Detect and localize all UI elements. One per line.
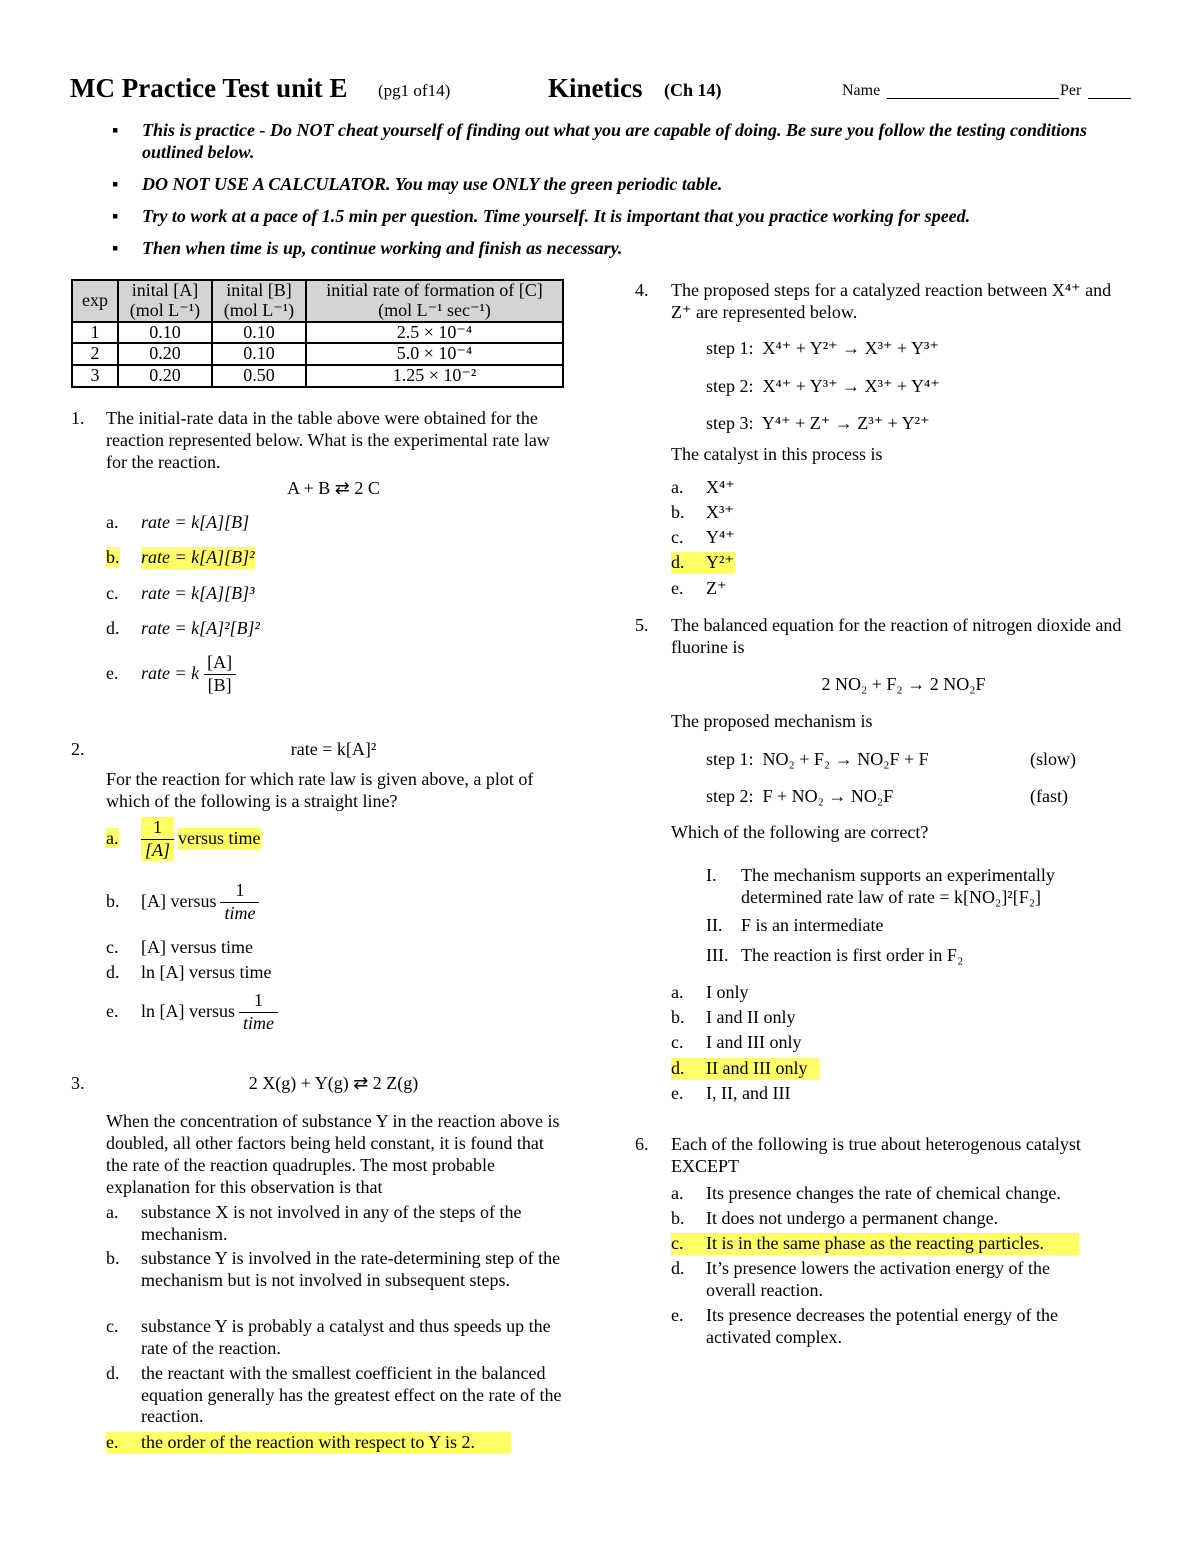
option-text: the order of the reaction with respect to Y is 2.: [141, 1432, 476, 1452]
option-text: I and III only: [706, 1032, 802, 1052]
table-cell: 2: [72, 343, 118, 365]
option-letter: e.: [106, 663, 119, 684]
instruction-item: ▪ This is practice - Do NOT cheat yourself of finding out what you are capable of doing. Be sure you follow the testing conditions outlined below.: [112, 120, 1088, 162]
option-text: rate = k[A][B]³: [141, 583, 255, 603]
question-number: 4.: [635, 280, 649, 300]
option-text: rate = k[A]²[B]²: [141, 618, 260, 638]
option-text: Y²⁺: [706, 552, 734, 572]
option-text: X⁴⁺: [706, 477, 735, 497]
question-number: 1.: [71, 408, 85, 428]
table-header-a: inital [A] (mol L⁻¹): [118, 280, 212, 322]
option-text: [A] versus: [141, 891, 217, 912]
option-letter: a.: [671, 477, 684, 497]
option-text: substance Y is probably a catalyst and thus speeds up the rate of the reaction.: [141, 1316, 551, 1358]
q1-option-b[interactable]: [106, 547, 255, 569]
option-letter: e.: [106, 1001, 119, 1022]
page-indicator: (pg1 of14): [378, 81, 451, 100]
option-text: versus time: [178, 828, 261, 849]
question-4-text: The proposed steps for a catalyzed reaction between X⁴⁺ and Z⁺ are represented below.: [671, 280, 1112, 322]
option-text: Its presence decreases the potential energy of the activated complex.: [706, 1305, 1059, 1347]
option-letter: a.: [106, 828, 119, 849]
option-text: substance X is not involved in any of the steps of the mechanism.: [141, 1202, 522, 1244]
option-text: rate = k: [141, 663, 200, 684]
page-header: [70, 72, 1135, 106]
q5-statement-3: III. The reaction is first order in F₂: [706, 945, 964, 965]
q1-option-a[interactable]: [106, 512, 249, 534]
option-text: rate = k[A][B]²: [141, 547, 255, 567]
option-text: Y⁴⁺: [706, 527, 735, 547]
q5-step-1: step 1: NO₂ + F₂ → NO₂F + F: [706, 749, 929, 769]
per-label: Per: [1060, 82, 1082, 99]
test-title: MC Practice Test unit E: [70, 73, 348, 103]
name-blank[interactable]: [887, 82, 1059, 99]
option-letter: d.: [671, 1058, 685, 1078]
option-letter: e.: [671, 1083, 684, 1103]
table-cell: 0.10: [212, 322, 306, 344]
option-letter: a.: [671, 1183, 684, 1203]
instruction-item: ▪ DO NOT USE A CALCULATOR. You may use ONLY the green periodic table.: [112, 173, 723, 194]
q4-option-e[interactable]: [671, 578, 727, 600]
option-text: [A] versus time: [141, 937, 253, 957]
chapter-label: (Ch 14): [664, 80, 722, 100]
table-cell: 1.25 × 10⁻²: [306, 365, 563, 387]
option-text: Z⁺: [706, 578, 727, 598]
fraction: $\frac{1}{\text{time}}$: [220, 880, 259, 924]
bullet-icon: ▪: [112, 237, 119, 258]
q5-step-2: step 2: F + NO₂ → NO₂F: [706, 786, 894, 806]
question-3-text: When the concentration of substance Y in the reaction above is doubled, all other factors being held constant, it is found that the rate of the reaction quadruples. The most probable explanation for this observation is that: [106, 1111, 560, 1197]
q5-step-2-speed: (fast): [1030, 786, 1068, 806]
instruction-item: ▪ Try to work at a pace of 1.5 min per question. Time yourself. It is important that you practice working for speed.: [112, 205, 971, 226]
q4-option-a[interactable]: [671, 477, 735, 499]
option-text: ln [A] versus time: [141, 962, 272, 982]
q3-option-c[interactable]: [106, 1316, 561, 1359]
q5-statement-1: I. The mechanism supports an experimentally determined rate law of rate = k[NO₂]²[F₂]: [706, 865, 1055, 907]
q5-option-b[interactable]: [671, 1007, 795, 1029]
table-cell: 5.0 × 10⁻⁴: [306, 343, 563, 365]
option-text: It does not undergo a permanent change.: [706, 1208, 999, 1228]
question-number: 3.: [71, 1073, 85, 1093]
q4-prompt: The catalyst in this process is: [671, 444, 883, 464]
fraction: $\frac{[A]}{[B]}$: [203, 652, 236, 696]
table-row: [72, 365, 563, 387]
table-cell: 0.20: [118, 343, 212, 365]
table-header-b: inital [B] (mol L⁻¹): [212, 280, 306, 322]
q6-option-b[interactable]: [671, 1208, 998, 1230]
q2-option-c[interactable]: [106, 937, 253, 959]
question-5-text: The balanced equation for the reaction of nitrogen dioxide and fluorine is: [671, 615, 1122, 657]
q5-mechanism-label: The proposed mechanism is: [671, 711, 873, 731]
option-letter: c.: [671, 527, 684, 547]
q3-option-a[interactable]: [106, 1202, 561, 1245]
table-header-rate: initial rate of formation of [C] (mol L⁻¹ sec⁻¹): [306, 280, 563, 322]
option-letter: e.: [671, 1305, 684, 1325]
q6-option-a[interactable]: [671, 1183, 1061, 1205]
bullet-icon: ▪: [112, 173, 119, 194]
table-cell: 2.5 × 10⁻⁴: [306, 322, 563, 344]
q2-option-b[interactable]: [106, 880, 263, 924]
q5-option-a[interactable]: [671, 982, 749, 1004]
q4-option-c[interactable]: [671, 527, 735, 549]
option-letter: e.: [106, 1432, 119, 1452]
option-text: X³⁺: [706, 502, 734, 522]
option-text: substance Y is involved in the rate-determining step of the mechanism but is not involved in subsequent steps.: [141, 1248, 561, 1290]
q3-option-b[interactable]: [106, 1248, 561, 1291]
q6-option-e[interactable]: [671, 1305, 1101, 1348]
option-letter: c.: [671, 1233, 684, 1253]
option-letter: c.: [106, 583, 119, 603]
q1-option-e[interactable]: [106, 652, 240, 696]
option-letter: d.: [106, 618, 120, 638]
question-3-equation: 2 X(g) + Y(g) ⇄ 2 Z(g): [248, 1073, 419, 1093]
question-1-text: The initial-rate data in the table above were obtained for the reaction represented below. What is the experimental rate law for the reaction.: [106, 408, 550, 472]
option-letter: d.: [106, 962, 120, 982]
option-letter: b.: [671, 502, 685, 522]
table-cell: 0.10: [212, 343, 306, 365]
option-text: I only: [706, 982, 749, 1002]
q5-prompt: Which of the following are correct?: [671, 822, 929, 842]
question-1-equation: A + B ⇄ 2 C: [287, 478, 380, 498]
option-letter: c.: [671, 1032, 684, 1052]
option-letter: a.: [106, 1202, 119, 1222]
q1-option-d[interactable]: [106, 618, 260, 640]
fraction: $\frac{1}{\text{time}}$: [239, 990, 278, 1034]
option-text: I and II only: [706, 1007, 796, 1027]
option-letter: e.: [671, 578, 684, 598]
q4-step-1: step 1: X⁴⁺ + Y²⁺ → X³⁺ + Y³⁺: [706, 338, 939, 358]
table-row: [72, 343, 563, 365]
option-letter: b.: [106, 1248, 120, 1268]
q4-step-2: step 2: X⁴⁺ + Y³⁺ → X³⁺ + Y⁴⁺: [706, 376, 940, 396]
table-row: [72, 322, 563, 344]
q4-step-3: step 3: Y⁴⁺ + Z⁺ → Z³⁺ + Y²⁺: [706, 413, 930, 433]
question-6-text: Each of the following is true about heterogenous catalyst EXCEPT: [671, 1134, 1081, 1176]
option-text: ln [A] versus: [141, 1001, 235, 1022]
subject-title: Kinetics: [548, 73, 643, 103]
question-number: 6.: [635, 1134, 649, 1154]
question-2-text: For the reaction for which rate law is given above, a plot of which of the following is a straight line?: [106, 769, 534, 811]
table-header-row: [72, 280, 563, 322]
q4-option-b[interactable]: [671, 502, 734, 524]
option-letter: b.: [106, 891, 120, 912]
option-letter: c.: [106, 1316, 119, 1336]
bullet-icon: ▪: [112, 205, 119, 226]
rate-data-table: [71, 279, 564, 388]
option-letter: d.: [671, 552, 685, 572]
table-cell: 0.20: [118, 365, 212, 387]
option-text: Its presence changes the rate of chemical change.: [706, 1183, 1061, 1203]
option-letter: b.: [106, 547, 120, 567]
table-header-exp: exp: [72, 280, 118, 322]
option-letter: b.: [671, 1208, 685, 1228]
option-letter: b.: [671, 1007, 685, 1027]
q6-option-c[interactable]: [671, 1233, 1079, 1255]
instructions-list: [112, 120, 1102, 270]
q2-option-d[interactable]: [106, 962, 271, 984]
option-letter: c.: [106, 937, 119, 957]
question-2-rate-law: rate = k[A]²: [290, 739, 377, 759]
q5-statement-2: II. F is an intermediate: [706, 915, 884, 935]
q3-option-e[interactable]: [106, 1432, 511, 1454]
option-text: It is in the same phase as the reacting particles.: [706, 1233, 1044, 1253]
option-letter: a.: [106, 512, 119, 532]
option-text: It’s presence lowers the activation energy of the overall reaction.: [706, 1258, 1051, 1300]
instruction-item: ▪ Then when time is up, continue working and finish as necessary.: [112, 237, 623, 258]
q6-option-d[interactable]: [671, 1258, 1101, 1301]
table-cell: 1: [72, 322, 118, 344]
q5-option-d[interactable]: [671, 1058, 819, 1080]
fraction: $\frac{1}{[A]}$: [141, 817, 174, 861]
option-text: the reactant with the smallest coefficient in the balanced equation generally has the greatest effect on the rate of the reaction.: [141, 1363, 562, 1427]
name-label: Name: [842, 82, 881, 99]
question-number: 5.: [635, 615, 649, 635]
table-cell: 0.50: [212, 365, 306, 387]
q5-option-c[interactable]: [671, 1032, 801, 1054]
question-number: 2.: [71, 739, 85, 759]
table-cell: 0.10: [118, 322, 212, 344]
bullet-icon: ▪: [112, 120, 119, 140]
option-text: I, II, and III: [706, 1083, 791, 1103]
option-letter: d.: [671, 1258, 685, 1278]
table-cell: 3: [72, 365, 118, 387]
q3-option-d[interactable]: [106, 1363, 566, 1428]
q5-option-e[interactable]: [671, 1083, 790, 1105]
q1-option-c[interactable]: [106, 583, 255, 605]
q5-step-1-speed: (slow): [1030, 749, 1076, 769]
option-letter: a.: [671, 982, 684, 1002]
q4-option-d[interactable]: [671, 552, 735, 574]
option-letter: d.: [106, 1363, 120, 1383]
option-text: II and III only: [706, 1058, 808, 1078]
option-text: rate = k[A][B]: [141, 512, 250, 532]
q2-option-a[interactable]: [106, 817, 261, 861]
q5-equation: 2 NO₂ + F₂ → 2 NO₂F: [821, 674, 986, 694]
per-blank[interactable]: [1088, 82, 1131, 99]
q2-option-e[interactable]: [106, 990, 282, 1034]
